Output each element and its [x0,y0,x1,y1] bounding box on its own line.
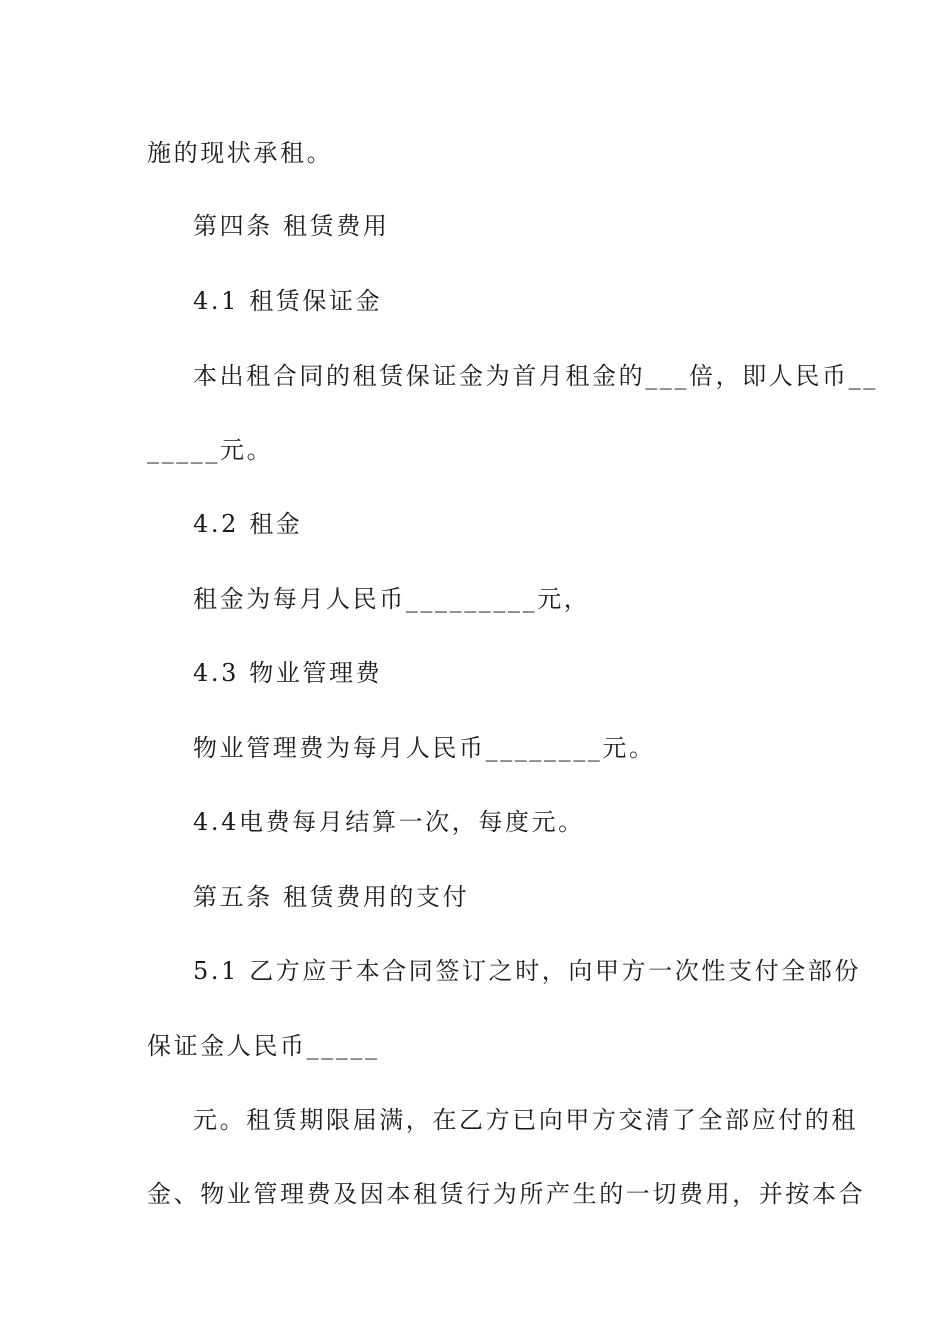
article-4-heading: 第四条 租赁费用 [193,212,390,240]
text-line-continuation: 施的现状承租。 [147,139,334,167]
article-5-heading: 第五条 租赁费用的支付 [193,883,470,911]
section-4-3-text: 物业管理费为每月人民币________元。 [193,734,656,762]
section-5-1-text-line-1: 5.1 乙方应于本合同签订之时，向甲方一次性支付全部份 [193,957,861,985]
section-4-1-text-line-1: 本出租合同的租赁保证金为首月租金的___倍，即人民币__ [193,362,878,390]
section-4-3-heading: 4.3 物业管理费 [193,659,383,687]
section-5-1-text-line-4: 金、物业管理费及因本租赁行为所产生的一切费用，并按本合 [147,1180,866,1208]
section-4-1-text-line-2: _____元。 [147,436,274,464]
section-4-2-text: 租金为每月人民币_________元， [193,585,591,613]
section-5-1-text-line-2: 保证金人民币_____ [147,1032,380,1060]
section-4-4-text: 4.4电费每月结算一次，每度元。 [193,808,585,836]
section-5-1-text-line-3: 元。租赁期限届满，在乙方已向甲方交清了全部应付的租 [193,1106,858,1134]
section-4-2-heading: 4.2 租金 [193,510,303,538]
section-4-1-heading: 4.1 租赁保证金 [193,287,383,315]
